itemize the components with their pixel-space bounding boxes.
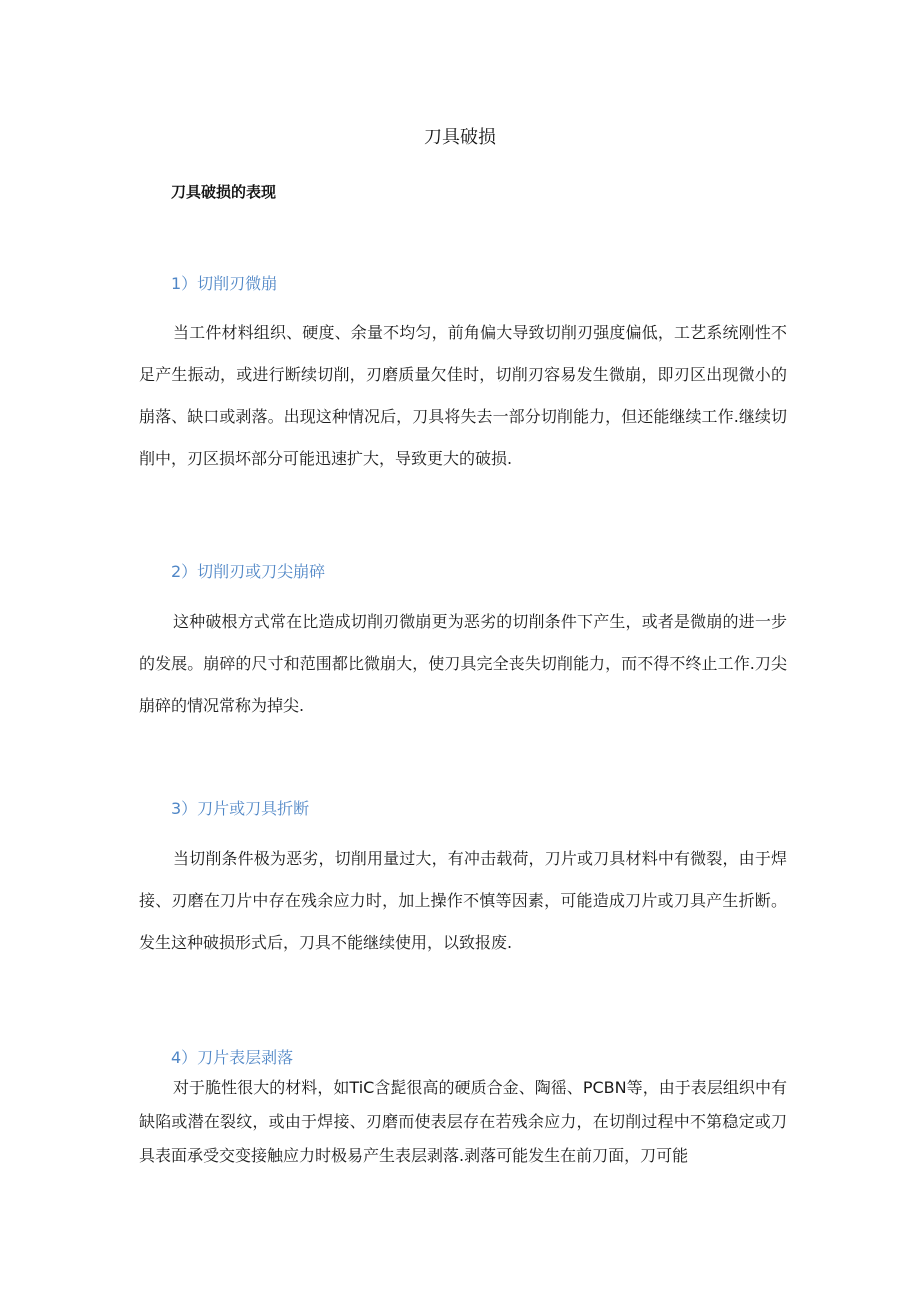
document-title: 刀具破损 <box>424 127 496 148</box>
section-paragraph-3: 当切削条件极为恶劣，切削用量过大，有冲击载荷，刀片或刀具材料中有微裂，由于焊接、刃磨在刀片中存在残余应力时，加上操作不慎等因素，可能造成刀片或刀具产生折断。发生这种破损形式后，刀具不能继续使用，以致报废. <box>139 849 787 952</box>
section-heading-3: 3）刀片或刀具折断 <box>171 799 310 818</box>
document-subtitle: 刀具破损的表现 <box>171 183 277 201</box>
section-paragraph-1: 当工件材料组织、硬度、余量不均匀，前角偏大导致切削刃强度偏低，工艺系统刚性不足产生振动，或进行断续切削，刃磨质量欠佳时，切削刃容易发生微崩，即刃区出现微小的崩落、缺口或剥落。出现这种情况后，刀具将失去一部分切削能力，但还能继续工作.继续切削中，刃区损坏部分可能迅速扩大，导致更大的破损. <box>139 323 787 468</box>
section-heading-2: 2）切削刃或刀尖崩碎 <box>171 562 326 581</box>
section-paragraph-4: 对于脆性很大的材料，如TiC含髭很高的硬质合金、陶徭、PCBN等，由于表层组织中有缺陷或潜在裂纹，或由于焊接、刃磨而使表层存在若残余应力，在切削过程中不第稳定或刀具表面承受交变接触应力时极易产生表层剥落.剥落可能发生在前刀面，刀可能 <box>139 1078 787 1165</box>
section-heading-4: 4）刀片表层剥落 <box>171 1048 294 1067</box>
section-heading-1: 1）切削刃微崩 <box>171 274 278 293</box>
section-paragraph-2: 这种破根方式常在比造成切削刃微崩更为恶劣的切削条件下产生，或者是微崩的进一步的发展。崩碎的尺寸和范围都比微崩大，使刀具完全丧失切削能力，而不得不终止工作.刀尖崩碎的情况常称为掉尖. <box>139 612 787 715</box>
